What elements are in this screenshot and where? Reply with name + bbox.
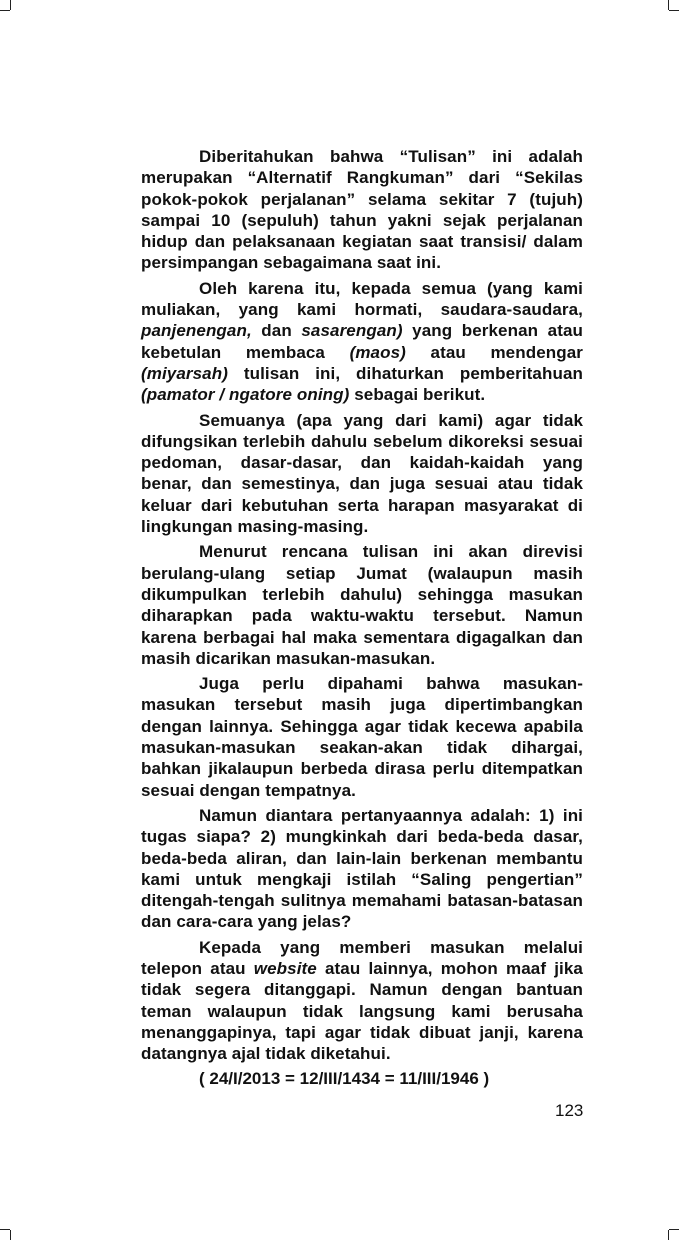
italic-term: (maos) — [349, 342, 406, 362]
italic-term: panjenengan, — [141, 321, 252, 341]
italic-term: website — [253, 958, 317, 978]
italic-term: sasarengan) — [301, 321, 403, 341]
crop-mark-top-right-v — [668, 0, 669, 10]
text-run: tulisan ini, dihaturkan pemberitahuan — [227, 363, 583, 383]
crop-mark-bottom-right-v — [668, 1230, 669, 1240]
text-run: Oleh karena itu, kepada semua (yang kami muliakan, yang kami hormati, saudara-saudara, — [141, 278, 583, 320]
paragraph — [141, 278, 583, 406]
text-run: Kepada yang memberi masukan melalui telepon atau — [141, 937, 583, 978]
text-run: atau lainnya, mohon maaf jika tidak segera ditanggapi. Namun dengan bantuan teman walaupun tidak langsung kami berusaha menanggapinya, tapi agar tidak dibuat janji, karena datangnya ajal tidak diketahui. — [141, 958, 583, 1064]
paragraph — [141, 937, 583, 1065]
crop-mark-top-left-h — [0, 10, 10, 11]
paragraph — [141, 410, 583, 538]
date-line: ( 24/I/2013 = 12/III/1434 = 11/III/1946 ) — [199, 1069, 490, 1089]
page-number: 123 — [555, 1101, 584, 1120]
text-run: Diberitahukan bahwa “Tulisan” ini adalah merupakan “Alternatif Rangkuman” dari “Sekilas pokok-pokok perjalanan” selama sekitar 7 (tujuh) sampai 10 (sepuluh) tahun yakni sejak perjalanan hidup dan pelaksanaan kegiatan saat transisi/ dalam persimpangan sebagaimana saat ini. — [141, 147, 583, 273]
text-run: yang berkenan atau kebetulan membaca — [141, 321, 584, 362]
paragraph — [141, 673, 583, 801]
crop-mark-bottom-left-v — [10, 1230, 11, 1240]
text-run: Namun diantara pertanyaannya adalah: 1) ini tugas siapa? 2) mungkinkah dari beda-beda dasar, beda-beda aliran, dan lain-lain berkenan membantu kami untuk mengkaji istilah “Saling pengertian” ditengah-tengah sulitnya memahami batasan-batasan dan cara-cara yang jelas? — [141, 805, 583, 932]
text-run: dan — [251, 321, 302, 341]
crop-mark-bottom-left-h — [0, 1229, 10, 1230]
crop-mark-top-left-v — [10, 0, 11, 10]
text-run: Semuanya (apa yang dari kami) agar tidak difungsikan terlebih dahulu sebelum dikoreksi sesuai pedoman, dasar-dasar, dan kaidah-kaidah yang benar, dan semestinya, dan juga sesuai atau tidak keluar dari kebutuhan serta harapan masyarakat di lingkungan masing-masing. — [141, 410, 583, 537]
text-run: sebagai berikut. — [349, 385, 486, 405]
text-run: Menurut rencana tulisan ini akan direvisi berulang-ulang setiap Jumat (walaupun masih dikumpulkan terlebih dahulu) sehingga masukan diharapkan pada waktu-waktu tersebut. Namun karena berbagai hal maka sementara digagalkan dan masih dicarikan masukan-masukan. — [141, 542, 583, 668]
italic-term: (pamator / ngatore oning) — [141, 385, 350, 405]
crop-mark-top-right-h — [669, 10, 679, 11]
body-text — [141, 146, 583, 1089]
text-run: Juga perlu dipahami bahwa masukan-masukan tersebut masih juga dipertimbangkan dengan lainnya. Sehingga agar tidak kecewa apabila masukan-masukan seakan-akan tidak dihargai, bahkan jikalaupun berbeda dirasa perlu ditempatkan sesuai dengan tempatnya. — [141, 674, 583, 800]
paragraph — [141, 541, 583, 669]
text-run: atau mendengar — [405, 342, 583, 362]
crop-mark-bottom-right-h — [669, 1229, 679, 1230]
paragraph — [141, 805, 583, 933]
paragraph — [141, 146, 583, 274]
italic-term: (miyarsah) — [141, 363, 228, 383]
